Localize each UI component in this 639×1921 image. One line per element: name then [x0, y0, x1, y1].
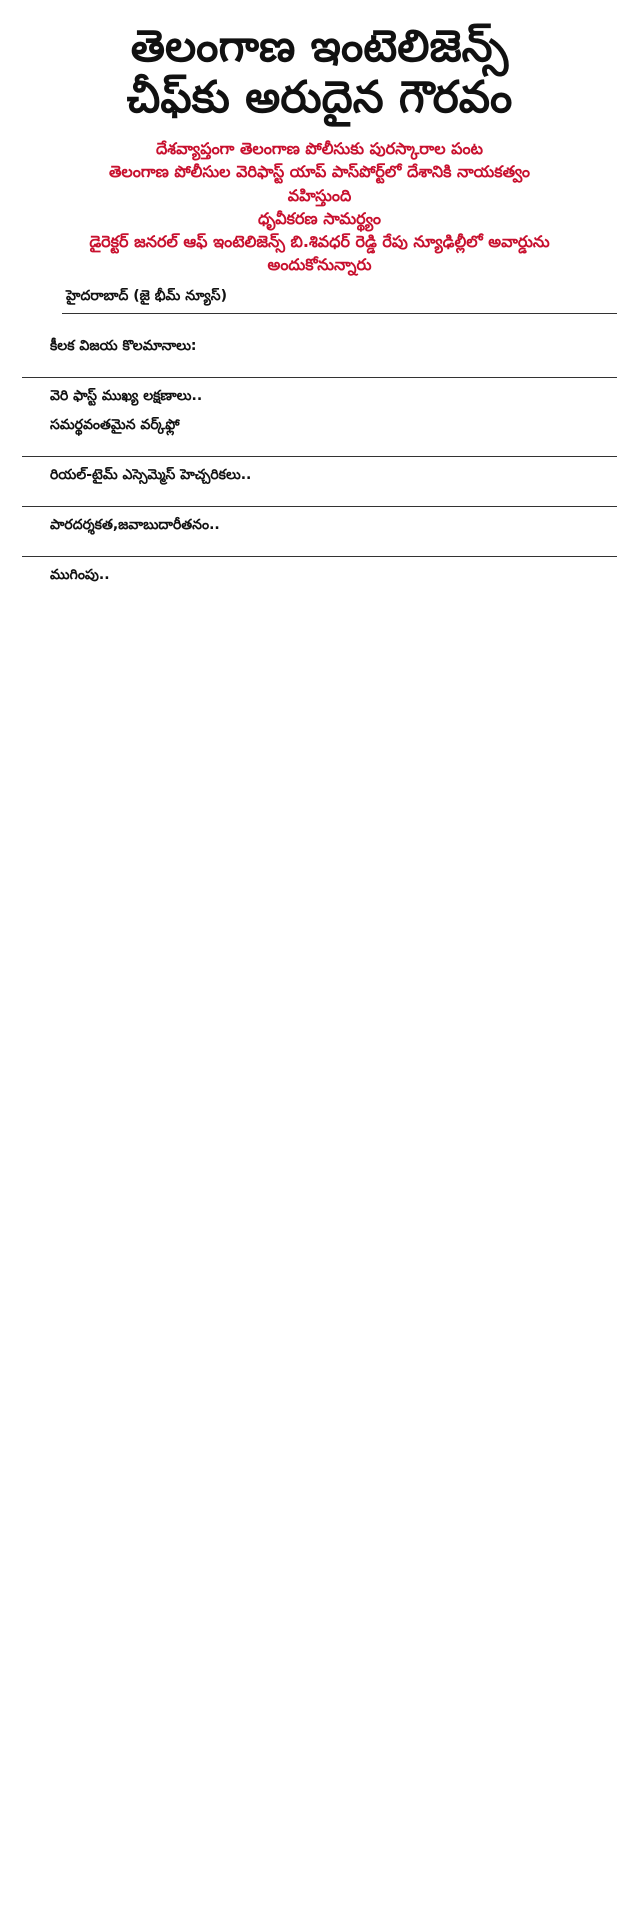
headline-line-1: తెలంగాణ ఇంటెలిజెన్స్	[130, 21, 509, 72]
section-heading: కీలక విజయ కొలమానాలు:	[50, 338, 197, 355]
section-heading: ముగింపు..	[50, 567, 110, 584]
subheading: దేశవ్యాప్తంగా తెలంగాణ పోలీసుకు పురస్కారాల పంట	[156, 139, 483, 159]
section-heading: పారదర్శకత,జవాబుదారీతనం..	[50, 517, 220, 534]
intro-paragraph	[22, 320, 617, 328]
dateline: హైదరాబాద్ (జై భీమ్ న్యూస్)	[66, 288, 228, 305]
subheading: తెలంగాణ పోలీసుల వెరిఫాస్ట్ యాప్ పాస్‌పోర్ట్‌లో దేశానికి నాయకత్వం	[108, 162, 531, 182]
section-key-metrics	[22, 338, 617, 371]
subheading: అందుకోనున్నారు	[267, 255, 372, 275]
subheading: వహిస్తుంది	[287, 185, 352, 205]
section-paragraph	[22, 442, 617, 450]
section-workflow	[22, 417, 617, 450]
headline	[22, 22, 617, 123]
headline-line-2: చీఫ్‌కు అరుదైన గౌరవం	[126, 71, 513, 123]
subheadings	[22, 137, 617, 276]
section-paragraph	[22, 363, 617, 371]
section-paragraph	[22, 592, 617, 600]
section-rule	[22, 456, 617, 457]
section-heading: రియల్-టైమ్ ఎస్సెమ్మెస్ హెచ్చరికలు..	[50, 467, 252, 484]
section-features	[22, 377, 617, 407]
section-heading: వెరి ఫాస్ట్ ముఖ్య లక్షణాలు..	[50, 388, 203, 405]
section-heading: సమర్థవంతమైన వర్క్‌ఫ్లో	[50, 417, 180, 434]
section-rule	[22, 377, 617, 378]
section-rule	[22, 556, 617, 557]
section-conclusion	[22, 556, 617, 600]
section-paragraph	[22, 492, 617, 500]
section-rule	[22, 506, 617, 507]
subheading: ధృవీకరణ సామర్థ్యం	[257, 208, 382, 228]
subheading: డైరెక్టర్ జనరల్ ఆఫ్ ఇంటెలిజెన్స్ బి.శివధర్ రెడ్డి రేపు న్యూఢిల్లీలో అవార్డును	[89, 231, 550, 251]
section-transparency	[22, 506, 617, 550]
section-sms-alerts	[22, 456, 617, 500]
section-paragraph	[22, 542, 617, 550]
dateline-rule	[62, 313, 617, 314]
